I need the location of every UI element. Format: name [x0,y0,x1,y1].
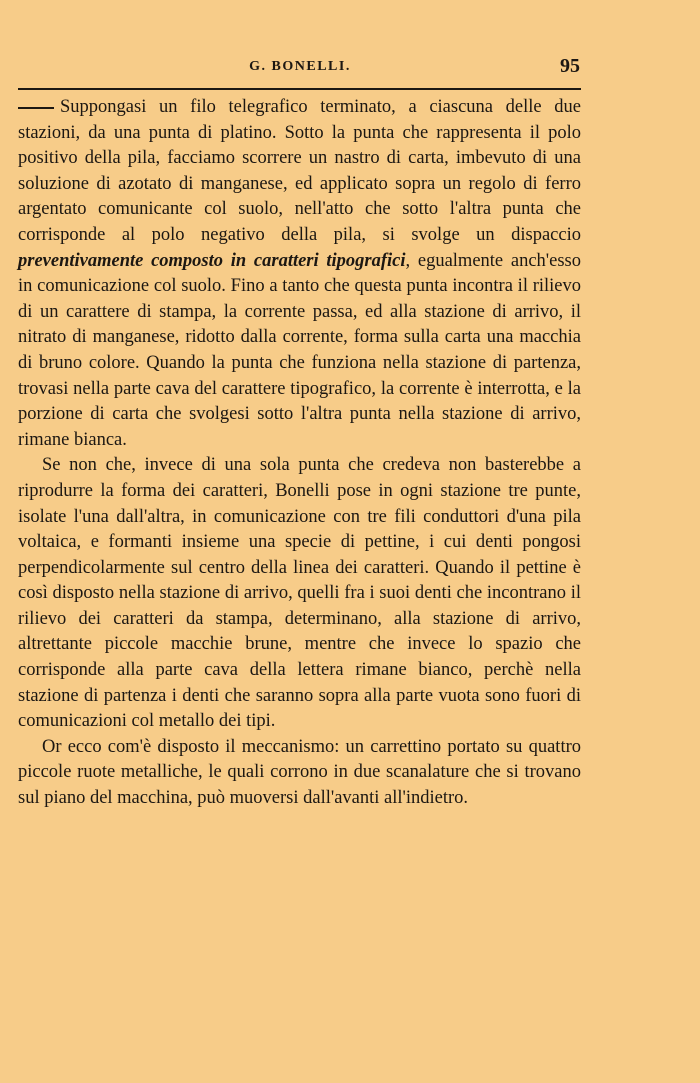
running-head [20,55,580,81]
paragraph-2: Se non che, invece di una sola punta che credeva non basterebbe a riprodurre la forma dei caratteri, Bonelli pose in ogni stazione tre punte, isolate l'una dall'altra, in comunicazione con tre fili conduttori d'una pila voltaica, e formanti insieme una specie di pettine, i cui denti pongosi perpendicolarmente sul centro della linea dei caratteri. Quando il pettine è così disposto nella stazione di arrivo, quelli fra i suoi denti che incontrano il rilievo dei caratteri da stampa, determinano, alla stazione di arrivo, altrettante piccole macchie brune, mentre che invece lo spazio che corrisponde alla parte cava della lettera rimane bianco, perchè nella stazione di partenza i denti che saranno sopra alla parte vuota sono fuori di comunicazioni col metallo dei tipi. [18,455,581,732]
page-number: 95 [560,55,580,77]
paragraph-1 [18,95,581,453]
running-head-author: G. BONELLI. [249,59,351,74]
paragraph-1-text-a: Suppongasi un filo telegrafico terminato, a ciascuna delle due stazioni, da una punta di platino. Sotto la punta che rappresenta il polo positivo della pila, facciamo scorrere un nastro di carta, imbevuto di una soluzione di azotato di manganese, ed applicato sopra un regolo di ferro argentato comunicante col suolo, nell'atto che sotto l'altra punta che corrisponde al polo negativo della pila, si svolge un dispaccio [18,97,581,245]
paragraph-3: Or ecco com'è disposto il meccanismo: un carrettino portato su quattro piccole ruote metalliche, le quali corrono in due scanalature che si trovano sul piano del macchina, può muoversi dall'avanti all'indietro. [18,736,581,809]
body-text [18,95,581,812]
em-dash-mark [18,107,54,109]
paragraph-1-text-b: , egualmente anch'esso in comunicazione col suolo. Fino a tanto che questa punta incontra il rilievo di un carattere di stampa, la corrente passa, ed alla stazione di arrivo, il nitrato di manganese, ridotto dalla corrente, forma sulla carta una macchia di bruno colore. Quando la punta che funziona nella stazione di partenza, trovasi nella parte cava del carattere tipografico, la corrente è interrotta, e la porzione di carta che svolgesi sotto l'altra punta nella stazione di arrivo, rimane bianca. [18,250,581,450]
paragraph-1-emphasis: preventivamente composto in caratteri tipografici [18,250,406,271]
header-rule [18,88,581,90]
